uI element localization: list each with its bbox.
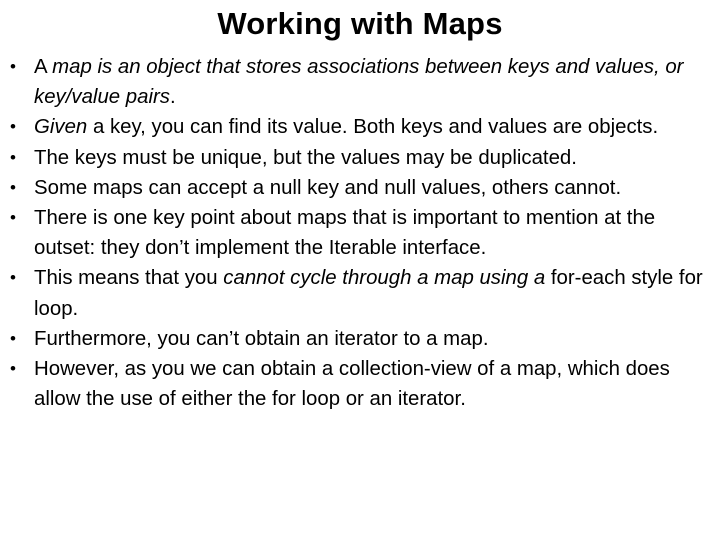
bullet-text-segment: for-each style for loop.	[34, 267, 703, 320]
bullet-text-segment: A	[34, 56, 53, 78]
bullet-text	[34, 358, 670, 410]
bullet-text-segment: .	[170, 86, 176, 109]
bullet-marker: •	[10, 268, 16, 288]
bullet-list	[8, 52, 716, 414]
bullet-text-segment: However, as you we can obtain a collection-view of a map, which does allow the use of either the for loop or an iterator.	[34, 358, 670, 411]
bullet-text-italic: map is an object that stores associations between keys and values, or key/value pairs	[34, 56, 684, 109]
bullet-item	[8, 143, 716, 173]
bullet-item	[8, 173, 716, 203]
bullet-text	[34, 177, 621, 199]
bullet-text	[34, 56, 683, 108]
bullet-item	[8, 263, 716, 323]
bullet-text	[34, 207, 655, 259]
bullet-text-italic: cannot cycle through a map using a	[223, 267, 546, 290]
bullet-item	[8, 52, 716, 112]
bullet-text-segment: Furthermore, you can’t obtain an iterator to a map.	[34, 327, 489, 350]
bullet-text-italic: Given	[34, 116, 88, 139]
bullet-item	[8, 112, 716, 142]
bullet-text-segment: The keys must be unique, but the values may be duplicated.	[34, 146, 577, 169]
bullet-text-segment: This means that you	[34, 267, 224, 290]
bullet-item	[8, 354, 716, 414]
bullet-marker: •	[10, 117, 16, 137]
bullet-text-segment: a key, you can find its value. Both keys and values are objects.	[87, 116, 659, 139]
bullet-marker: •	[10, 359, 16, 379]
bullet-text	[34, 116, 658, 138]
bullet-marker: •	[10, 328, 16, 348]
bullet-text	[34, 147, 577, 169]
bullet-text	[34, 328, 489, 350]
bullet-marker: •	[10, 177, 16, 197]
bullet-marker: •	[10, 57, 16, 76]
bullet-marker: •	[10, 147, 16, 167]
bullet-text-segment: There is one key point about maps that is important to mention at the outset: they don’t implement the Iterable interface.	[34, 207, 656, 260]
bullet-item	[8, 203, 716, 263]
bullet-item	[8, 324, 716, 354]
bullet-marker: •	[10, 208, 16, 228]
bullet-text	[34, 267, 703, 319]
slide-title: Working with Maps	[217, 6, 503, 41]
bullet-text-segment: Some maps can accept a null key and null values, others cannot.	[34, 176, 622, 199]
